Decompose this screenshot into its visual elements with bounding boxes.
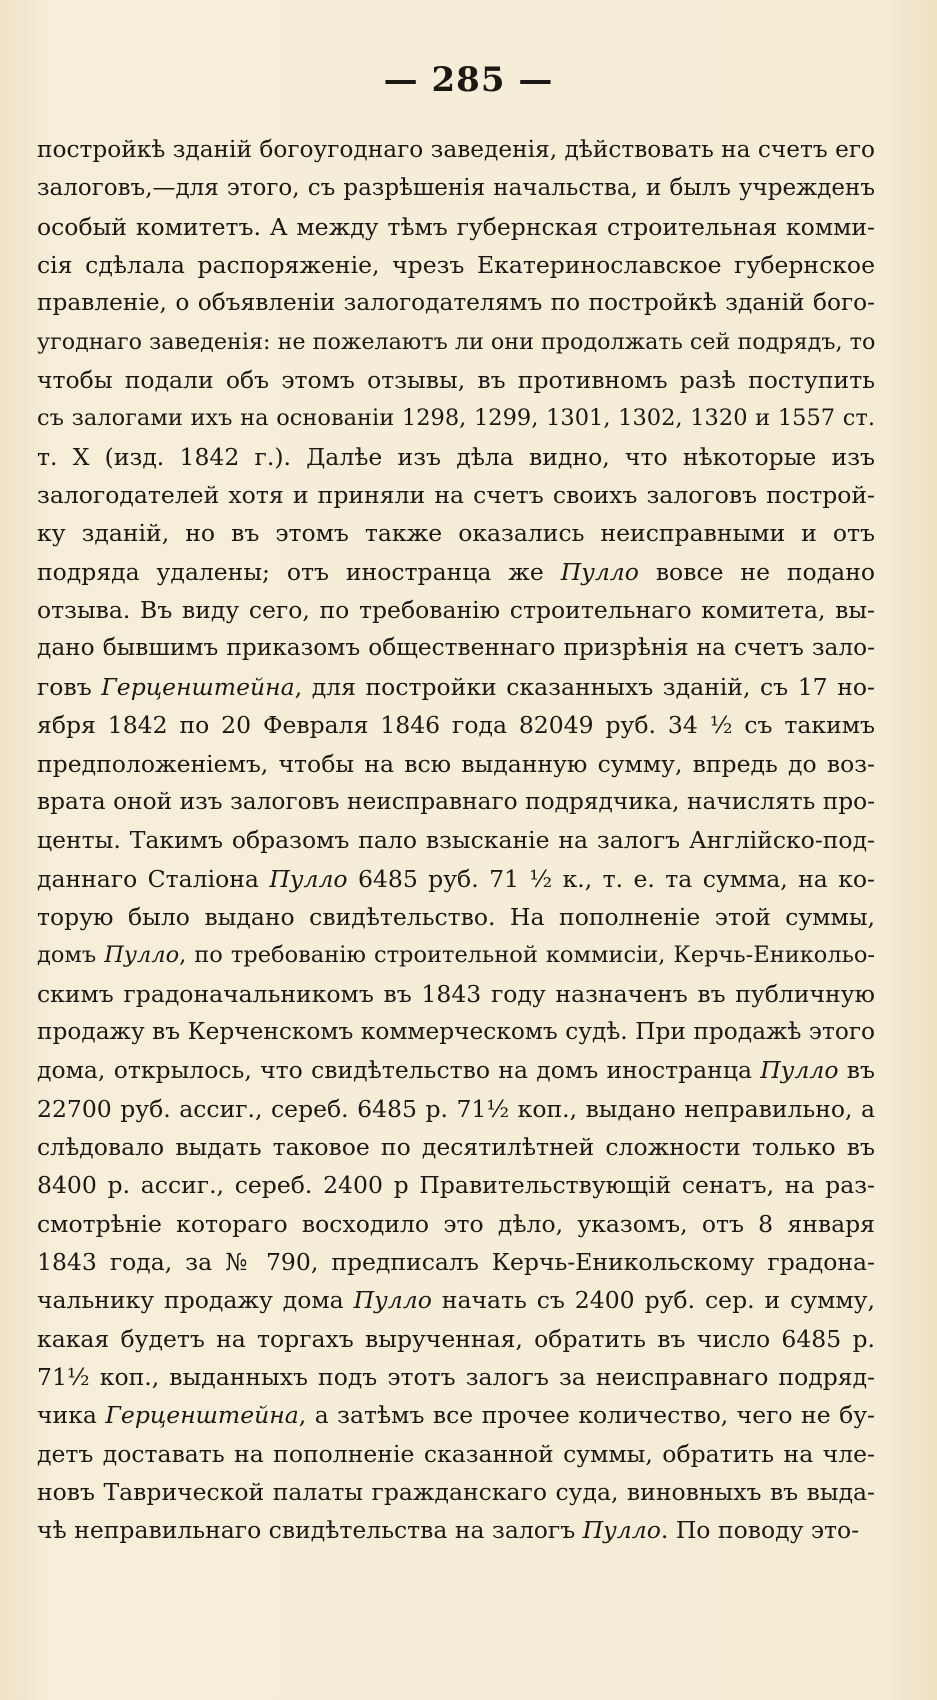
text-segment: новъ Таврической палаты гражданскаго суда, виновныхъ въ выда- xyxy=(37,1478,875,1507)
text-segment: вовсе не подано xyxy=(638,557,875,586)
text-segment: предположеніемъ, чтобы на всю выданную сумму, впредь до воз- xyxy=(37,749,875,778)
text-segment: даннаго Сталіона xyxy=(37,864,270,893)
text-segment: какая будетъ на торгахъ вырученная, обратить въ число 6485 р. xyxy=(37,1324,875,1353)
text-line xyxy=(37,1243,875,1281)
text-line xyxy=(37,1320,875,1358)
text-line xyxy=(37,668,875,706)
text-line xyxy=(37,745,875,783)
text-segment: угоднаго заведенія: не пожелаютъ ли они продолжать сей подрядъ, то xyxy=(37,328,875,355)
text-line xyxy=(37,975,875,1013)
text-segment: особый комитетъ. А между тѣмъ губернская строительная комми- xyxy=(37,212,875,241)
text-segment: чѣ неправильнаго свидѣтельства на залогъ xyxy=(37,1516,583,1545)
text-segment: скимъ градоначальникомъ въ 1843 году назначенъ въ публичную xyxy=(37,979,875,1008)
text-segment: продажу въ Керченскомъ коммерческомъ судѣ. При продажѣ этого xyxy=(37,1017,875,1045)
text-line xyxy=(37,514,875,552)
text-line xyxy=(37,399,875,437)
text-segment: чика xyxy=(37,1401,106,1430)
text-segment: врата оной изъ залоговъ неисправнаго подрядчика, начислять про- xyxy=(37,787,875,815)
text-segment: слѣдовало выдать таковое по десятилѣтней сложности только въ xyxy=(37,1132,875,1161)
text-segment: залогодателей хотя и приняли на счетъ своихъ залоговъ построй- xyxy=(37,481,875,510)
text-segment: отзыва. Въ виду сего, по требованію строительнаго комитета, вы- xyxy=(37,596,875,625)
text-line xyxy=(37,1090,875,1128)
text-line xyxy=(37,629,875,667)
text-line xyxy=(37,1128,875,1166)
text-line xyxy=(37,1396,875,1434)
text-segment: 22700 руб. ассиг., сереб. 6485 р. 71½ коп., выдано неправильно, а xyxy=(37,1094,875,1123)
text-segment: 1843 года, за № 790, предписалъ Керчь-Еникольскому градона- xyxy=(37,1247,875,1276)
text-line xyxy=(37,208,875,246)
text-line xyxy=(37,591,875,629)
italic-name: Пулло xyxy=(760,1056,839,1085)
text-line xyxy=(37,936,875,974)
text-segment: дано бывшимъ приказомъ общественнаго призрѣнія на счетъ зало- xyxy=(37,634,875,662)
text-line xyxy=(37,131,875,169)
text-segment: , а затѣмъ все прочее количество, чего не бу- xyxy=(298,1401,875,1430)
text-line xyxy=(37,898,875,936)
text-segment: чальнику продажу дома xyxy=(37,1286,354,1315)
text-segment: въ xyxy=(838,1056,875,1085)
text-line xyxy=(37,1358,875,1396)
text-line xyxy=(37,821,875,859)
text-line xyxy=(37,783,875,821)
text-line xyxy=(37,1435,875,1473)
text-segment: 6485 руб. 71 ½ к., т. е. та сумма, на ко- xyxy=(347,864,875,893)
text-line xyxy=(37,860,875,898)
text-line xyxy=(37,361,875,399)
text-line xyxy=(37,1281,875,1319)
italic-name: Пулло xyxy=(269,864,348,893)
text-segment: дома, открылось, что свидѣтельство на домъ иностранца xyxy=(37,1056,761,1085)
italic-name: Пулло xyxy=(104,942,180,969)
text-line xyxy=(37,1166,875,1204)
text-line xyxy=(37,1473,875,1511)
text-segment: детъ доставать на пополненіе сказанной суммы, обратить на чле- xyxy=(37,1439,875,1468)
text-line xyxy=(37,553,875,591)
text-line xyxy=(37,1051,875,1089)
text-segment: начать съ 2400 руб. сер. и сумму, xyxy=(431,1286,875,1315)
text-segment: говъ xyxy=(37,672,102,701)
italic-name: Пулло xyxy=(353,1286,432,1315)
text-segment: 8400 р. ассиг., сереб. 2400 р Правительствующій сенатъ, на раз- xyxy=(37,1171,875,1200)
text-segment: центы. Такимъ образомъ пало взысканіе на залогъ Англійско-под- xyxy=(37,826,875,855)
italic-name: Пулло xyxy=(582,1516,661,1545)
text-segment: ября 1842 по 20 Февраля 1846 года 82049 руб. 34 ½ съ такимъ xyxy=(37,711,875,740)
text-line xyxy=(37,284,875,322)
text-segment: домъ xyxy=(37,942,105,969)
text-segment: смотрѣніе котораго восходило это дѣло, указомъ, отъ 8 января xyxy=(37,1209,875,1238)
text-line xyxy=(37,246,875,284)
text-line xyxy=(37,1205,875,1243)
text-segment: , для постройки сказанныхъ зданій, съ 17 но- xyxy=(294,672,875,701)
text-segment: т. X (изд. 1842 г.). Далѣе изъ дѣла видно, что нѣкоторые изъ xyxy=(37,442,875,471)
text-line xyxy=(37,706,875,744)
text-segment: . По поводу это- xyxy=(660,1516,860,1545)
text-segment: сія сдѣлала распоряженіе, чрезъ Екатеринославское губернское xyxy=(37,251,875,280)
text-segment: правленіе, о объявленіи залогодателямъ по постройкѣ зданій бого- xyxy=(37,289,875,317)
page-number: — 285 — xyxy=(383,60,554,100)
text-segment: ку зданій, но въ этомъ также оказались неисправными и отъ xyxy=(37,519,875,548)
body-text xyxy=(37,131,875,1550)
italic-name: Герценштейна xyxy=(105,1401,299,1430)
text-line xyxy=(37,438,875,476)
text-line xyxy=(37,476,875,514)
text-segment: постройкѣ зданій богоугоднаго заведенія, дѣйствовать на счетъ его xyxy=(37,136,875,163)
text-segment: съ залогами ихъ на основаніи 1298, 1299, 1301, 1302, 1320 и 1557 ст. xyxy=(37,405,875,432)
text-segment: чтобы подали объ этомъ отзывы, въ противномъ разѣ поступить xyxy=(37,366,875,395)
italic-name: Пулло xyxy=(560,557,639,586)
text-line xyxy=(37,323,875,361)
text-line xyxy=(37,169,875,207)
text-line xyxy=(37,1013,875,1051)
text-segment: залоговъ,—для этого, съ разрѣшенія начальства, и былъ учрежденъ xyxy=(37,175,875,202)
text-segment: 71½ коп., выданныхъ подъ этотъ залогъ за неисправнаго подряд- xyxy=(37,1363,875,1391)
text-segment: торую было выдано свидѣтельство. На пополненіе этой суммы, xyxy=(37,902,875,931)
text-line xyxy=(37,1511,875,1549)
text-segment: , по требованію строительной коммисіи, Керчь-Еникольо- xyxy=(179,942,875,969)
italic-name: Герценштейна xyxy=(101,672,295,701)
text-segment: подряда удалены; отъ иностранца же xyxy=(37,557,561,586)
